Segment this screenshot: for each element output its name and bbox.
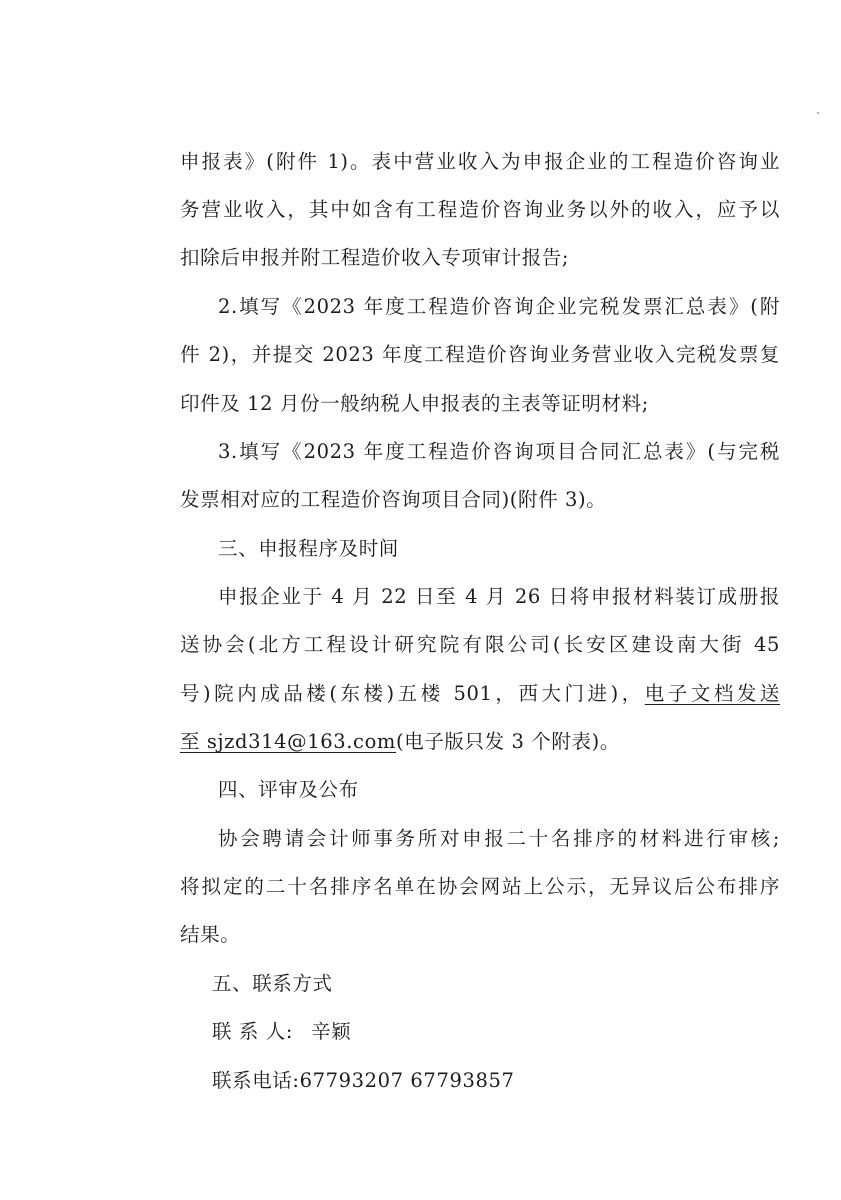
paragraph-1-line-2: 务营业收入，其中如含有工程造价咨询业务以外的收入，应予以 — [180, 198, 780, 221]
contact-person-label: 联 系 人: — [212, 1020, 294, 1043]
scan-speck — [817, 112, 819, 114]
paragraph-3-line-1: 3.填写《2023 年度工程造价咨询项目合同汇总表》(与完税 — [218, 440, 780, 463]
contact-phone-line — [212, 1068, 780, 1094]
paragraph-4-line-4 — [180, 729, 780, 755]
paragraph-5-line-2: 将拟定的二十名排序名单在协会网站上公示，无异议后公布排序 — [180, 875, 780, 898]
section-heading-3: 三、申报程序及时间 — [218, 537, 399, 560]
contact-person-name: 辛颖 — [311, 1020, 352, 1043]
paragraph-2-line-1: 2.填写《2023 年度工程造价咨询企业完税发票汇总表》(附 — [218, 295, 780, 318]
paragraph-4-line-2: 送协会(北方工程设计研究院有限公司(长安区建设南大街 45 — [180, 633, 780, 656]
contact-person-line — [212, 1019, 780, 1045]
paragraph-5-line-3: 结果。 — [180, 923, 241, 946]
contact-phone-numbers: 67793207 67793857 — [299, 1069, 515, 1092]
paragraph-5-line-1: 协会聘请会计师事务所对申报二十名排序的材料进行审核; — [218, 827, 780, 850]
paragraph-2-line-2: 件 2)，并提交 2023 年度工程造价咨询业务营业收入完税发票复 — [180, 343, 780, 366]
section-heading-5: 五、联系方式 — [212, 972, 333, 995]
paragraph-4-line-1: 申报企业于 4 月 22 日至 4 月 26 日将申报材料装订成册报 — [218, 585, 780, 608]
attachment-note: (电子版只发 3 个附表)。 — [396, 730, 620, 753]
paragraph-4-line-3 — [180, 681, 780, 707]
section-heading-4: 四、评审及公布 — [218, 778, 359, 801]
paragraph-2-line-3: 印件及 12 月份一般纳税人申报表的主表等证明材料; — [180, 392, 649, 415]
paragraph-1-line-3: 扣除后申报并附工程造价收入专项审计报告; — [180, 246, 570, 269]
email-address-link[interactable]: 至 sjzd314@163.com — [180, 730, 396, 753]
paragraph-1-line-1: 申报表》(附件 1)。表中营业收入为申报企业的工程造价咨询业 — [180, 150, 780, 173]
paragraph-3-line-2: 发票相对应的工程造价咨询项目合同)(附件 3)。 — [180, 488, 607, 511]
address-text: 号)院内成品楼(东楼)五楼 501，西大门进)， — [180, 682, 645, 705]
email-instruction-underlined: 电子文档发送 — [644, 682, 780, 705]
contact-phone-label: 联系电话: — [212, 1069, 300, 1092]
